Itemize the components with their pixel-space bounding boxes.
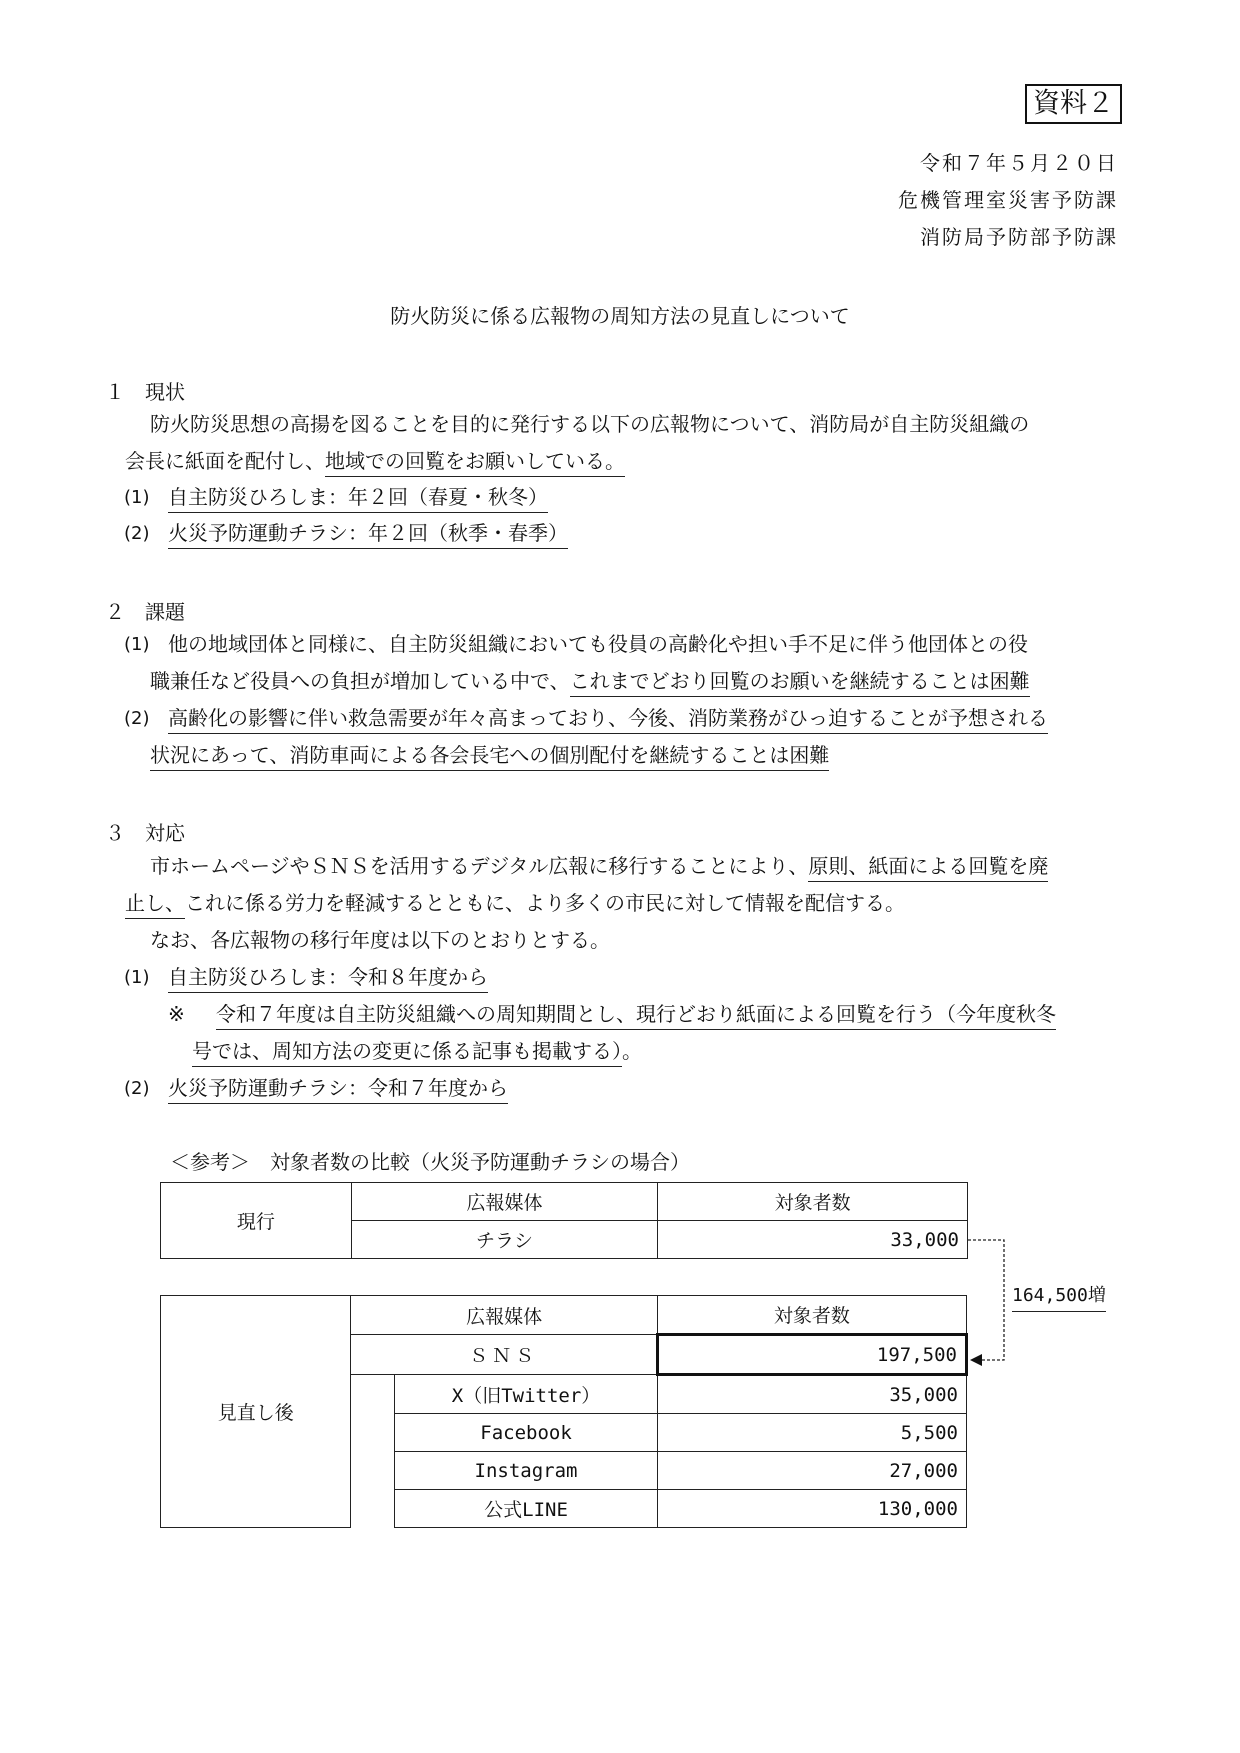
section3-paragraph-line2: [125, 891, 905, 915]
text-segment: 。: [622, 1039, 642, 1063]
after-table: [160, 1295, 968, 1528]
count-cell: 5,500: [657, 1414, 966, 1452]
media-cell: X（旧Twitter）: [395, 1375, 657, 1414]
item-number: (1): [124, 634, 150, 655]
date: 令和７年５月２０日: [920, 151, 1118, 175]
text-segment: 会長に紙面を配付し、: [125, 449, 325, 473]
section3-paragraph-line3: なお、各広報物の移行年度は以下のとおりとする。: [150, 928, 610, 952]
section2-item2-line2: 状況にあって、消防車両による各会長宅への個別配付を継続することは困難: [150, 743, 829, 771]
department-2: 消防局予防部予防課: [920, 225, 1118, 249]
section3-item2: 火災予防運動チラシ：令和７年度から: [168, 1076, 508, 1104]
col-header-count: 対象者数: [657, 1296, 966, 1335]
section1-paragraph-line2: [125, 449, 625, 473]
section2-item1-line1: 他の地域団体と同様に、自主防災組織においても役員の高齢化や担い手不足に伴う他団体との役: [168, 632, 1028, 656]
text-segment: 市ホームページやＳＮＳを活用するデジタル広報に移行することにより、: [150, 854, 809, 878]
section2-heading: ２ 課題: [105, 600, 185, 624]
section1-item2: 火災予防運動チラシ：年２回（秋季・春季）: [168, 521, 568, 549]
underlined-text: 地域での回覧をお願いしている。: [325, 449, 625, 477]
note-mark: ※: [168, 1002, 185, 1026]
current-row-label: 現行: [161, 1183, 352, 1259]
department-1: 危機管理室災害予防課: [898, 188, 1118, 212]
document-label: 資料２: [1025, 84, 1122, 124]
section1-item1: 自主防災ひろしま：年２回（春夏・秋冬）: [168, 485, 548, 513]
section3-paragraph-line1: [150, 854, 1048, 878]
col-header-media: 広報媒体: [351, 1183, 658, 1221]
section1-heading: １ 現状: [105, 380, 185, 404]
section3-item1: 自主防災ひろしま：令和８年度から: [168, 965, 488, 993]
underlined-text: 止し、: [125, 891, 185, 919]
text-segment: 職兼任など役員への負担が増加している中で、: [150, 669, 570, 693]
section2-item2-line1: 高齢化の影響に伴い救急需要が年々高まっており、今後、消防業務がひっ迫することが予想される: [168, 706, 1048, 734]
count-cell: 33,000: [658, 1221, 968, 1259]
col-header-media: 広報媒体: [351, 1296, 657, 1335]
item-number: (1): [124, 967, 150, 988]
media-cell: 公式LINE: [395, 1490, 657, 1528]
arrow-head-icon: [970, 1354, 982, 1366]
text-segment: これに係る労力を軽減するとともに、より多くの市民に対して情報を配信する。: [185, 891, 905, 915]
section1-paragraph-line1: 防火防災思想の高揚を図ることを目的に発行する以下の広報物について、消防局が自主防災組織の: [150, 412, 1030, 436]
media-cell: Facebook: [395, 1414, 657, 1452]
underlined-text: 原則、紙面による回覧を廃: [808, 854, 1048, 882]
count-cell: 130,000: [657, 1490, 966, 1528]
section3-note-line2: [192, 1039, 642, 1063]
sns-total: 197,500: [657, 1335, 966, 1375]
current-table: [160, 1182, 968, 1259]
sns-label: ＳＮＳ: [351, 1335, 657, 1375]
item-number: (2): [124, 523, 150, 544]
item-number: (2): [124, 708, 150, 729]
page-title: 防火防災に係る広報物の周知方法の見直しについて: [390, 304, 850, 328]
section3-note-line1: 令和７年度は自主防災組織への周知期間とし、現行どおり紙面による回覧を行う（今年度秋冬: [216, 1002, 1056, 1030]
media-cell: チラシ: [351, 1221, 658, 1259]
after-row-label: 見直し後: [161, 1296, 351, 1528]
underlined-text: これまでどおり回覧のお願いを継続することは困難: [570, 669, 1030, 697]
media-cell: Instagram: [395, 1452, 657, 1490]
underlined-text: 号では、周知方法の変更に係る記事も掲載する）: [192, 1039, 622, 1067]
increase-label: 164,500増: [1012, 1284, 1106, 1312]
reference-caption: ＜参考＞ 対象者数の比較（火災予防運動チラシの場合）: [170, 1150, 690, 1174]
indent-spacer: [351, 1375, 395, 1528]
item-number: (2): [124, 1078, 150, 1099]
count-cell: 27,000: [657, 1452, 966, 1490]
col-header-count: 対象者数: [658, 1183, 968, 1221]
section3-heading: ３ 対応: [105, 821, 185, 845]
item-number: (1): [124, 487, 150, 508]
section2-item1-line2: [150, 669, 1030, 693]
count-cell: 35,000: [657, 1375, 966, 1414]
